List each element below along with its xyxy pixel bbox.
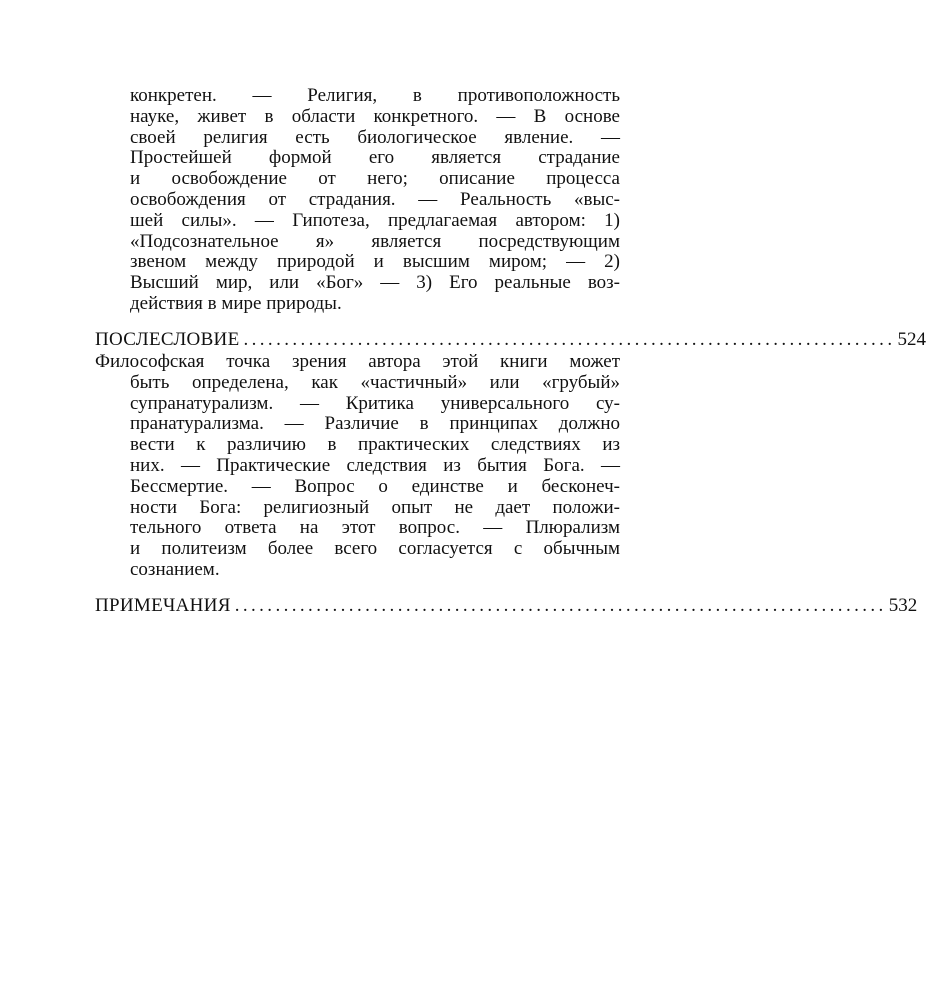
summary-line: Простейшей формой его является страдание	[130, 147, 620, 169]
toc-page-number: 532	[888, 595, 918, 616]
summary-line: вести к различию в практических следствиях из	[130, 434, 620, 456]
summary-line: Философская точка зрения автора этой книги может	[95, 351, 620, 372]
summary-line: освобождения от страдания. — Реальность «выс-	[130, 188, 620, 210]
dot-leader: ................................................................................	[243, 329, 896, 350]
summary-line: науке, живет в области конкретного. — В основе	[130, 105, 620, 127]
toc-entry-notes[interactable]	[95, 594, 918, 618]
summary-line: супранатурализм. — Критика универсального су-	[130, 392, 620, 414]
summary-line: Высший мир, или «Бог» — 3) Его реальные воз-	[130, 272, 620, 294]
summary-line: шей силы». — Гипотеза, предлагаемая автором: 1)	[130, 209, 620, 231]
summary-line: «Подсознательное я» является посредствующим	[130, 230, 620, 252]
summary-line: Бессмертие. — Вопрос о единстве и бесконеч-	[130, 475, 620, 497]
summary-line: и освобождение от него; описание процесса	[130, 168, 620, 190]
summary-line: и политеизм более всего согласуется с обычным	[130, 538, 620, 560]
summary-line: сознанием.	[130, 558, 220, 580]
summary-line: пранатурализма. — Различие в принципах должно	[130, 413, 620, 435]
summary-line: быть определена, как «частичный» или «грубый»	[130, 371, 620, 393]
chapter-summary-continued	[130, 86, 620, 315]
afterword-summary	[95, 352, 620, 581]
toc-title-afterword: ПОСЛЕСЛОВИЕ	[95, 329, 240, 350]
summary-line: ности Бога: религиозный опыт не дает положи-	[130, 496, 620, 518]
toc-title-notes: ПРИМЕЧАНИЯ	[95, 595, 231, 616]
summary-line: своей религия есть биологическое явление. —	[130, 126, 620, 148]
toc-entry-afterword[interactable]	[95, 328, 926, 352]
summary-line: конкретен. — Религия, в противоположность	[130, 85, 620, 106]
summary-line: тельного ответа на этот вопрос. — Плюрализм	[130, 517, 620, 539]
summary-line: действия в мире природы.	[130, 292, 342, 314]
summary-line: них. — Практические следствия из бытия Бога. —	[130, 454, 620, 476]
toc-page-number: 524	[897, 329, 926, 350]
summary-line: звеном между природой и высшим миром; — 2)	[130, 251, 620, 273]
dot-leader: ................................................................................	[234, 595, 887, 616]
